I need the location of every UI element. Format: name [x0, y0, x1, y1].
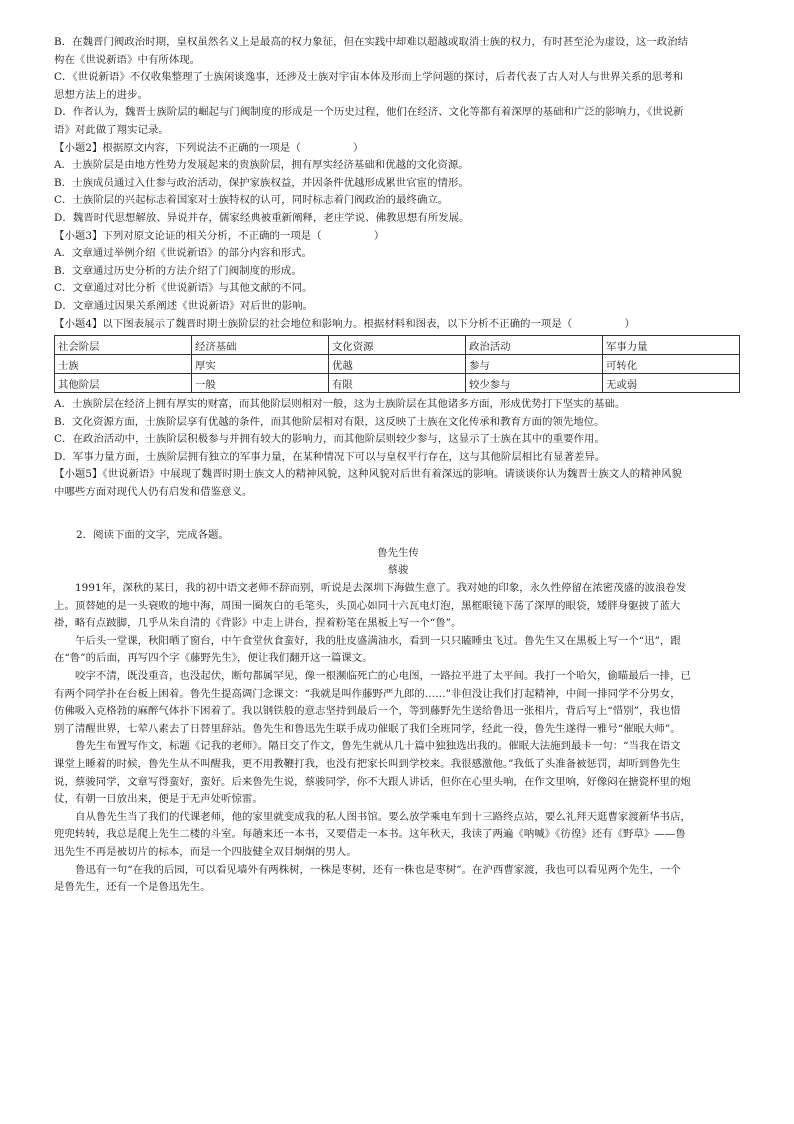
- q2-option-a: A．士族阶层是由地方性势力发展起来的贵族阶层，拥有厚实经济基础和优越的文化资源。: [54, 159, 469, 172]
- paragraph-line: 鲁先生布置写作文，标题《记我的老师》。隔日交了作文，鲁先生就从几十篇中独独选出我的。催眠大法施到最卡一句：“当我在语文: [75, 740, 681, 753]
- article-author: 蔡骏: [387, 564, 409, 577]
- paragraph-line: 兜兜转转，我总是爬上先生二楼的斗室。每趟来还一本书，又要借走一本书。这年秋天，我读了两遍《呐喊》《彷徨》还有《野草》——鲁: [54, 828, 686, 841]
- paragraph-line: 1991年，深秋的某日，我的初中语文老师不辞而别，听说是去深圳下海做生意了。我对她的印象，永久性停留在浓密茂盛的波浪卷发: [75, 582, 687, 595]
- q3-option-c: C．文章通过对比分析《世说新语》与其他文献的不同。: [54, 282, 313, 295]
- table-cell: 有限: [329, 374, 466, 393]
- paragraph-line: 午后头一堂课，秋阳晒了窗台，中午食堂伙食蛮好，我的肚皮盛满油水，看到一只只瞌睡虫飞过。鲁先生又在黑板上写一个“迅”，跟: [75, 634, 681, 647]
- q4-option-b: B．文化资源方面，士族阶层享有优越的条件，而其他阶层相对有限，这反映了士族在文化传承和教育方面的领先地位。: [54, 415, 605, 428]
- paragraph-line: 说，蔡骏同学，文章写得蛮好，蛮好。后来鲁先生说，蔡骏同学，你不大跟人讲话，但你在心里头响，在作文里响，好像闷在搪瓷杯里的炮: [54, 775, 691, 788]
- question-2: [54, 140, 742, 228]
- q2-option-b: B．士族成员通过入仕参与政治活动，保护家族权益，并因条件优越形成累世官宦的情形。: [54, 176, 469, 189]
- question-5-line1: 【小题5】《世说新语》中展现了魏晋时期士族文人的精神风貌，这种风貌对后世有着深远的影响。请谈谈你认为魏晋士族文人的精神风貌: [54, 468, 682, 481]
- social-class-table: [54, 335, 740, 393]
- q2-option-c: C．士族阶层的兴起标志着国家对士族特权的认可，同时标志着门阀政治的最终确立。: [54, 194, 449, 207]
- table-cell: 士族: [55, 355, 192, 374]
- paragraph-line: 迅先生不再是被切片的标本，而是一个四肢健全双目炯炯的男人。: [54, 845, 357, 858]
- paragraph-line: 在“鲁”的后面，再写四个字《藤野先生》，便让我们翻开这一篇课文。: [54, 652, 373, 665]
- document-page: [54, 34, 742, 897]
- reading-section-2: [54, 527, 742, 896]
- article-paragraph: [54, 580, 742, 633]
- table-row: [55, 355, 740, 374]
- table-cell: 参与: [466, 355, 603, 374]
- table-header-cell: 经济基础: [192, 336, 329, 355]
- paragraph-line: 仗，有朝一日放出来，便是于无声处听惊雷。: [54, 793, 263, 806]
- paragraph-line: 上。顶替她的是一头衰败的地中海，周围一圈灰白的毛笔头，头顶心如同十六瓦电灯泡，黑框眼镜下荡了深厚的眼袋，矮胖身躯披了蓝大: [54, 599, 681, 612]
- q1-option-c-line2: 思想方法上的进步。: [54, 88, 148, 101]
- table-header-cell: 文化资源: [329, 336, 466, 355]
- paragraph-line: 是鲁先生，还有一个是鲁迅先生。: [54, 881, 211, 894]
- q4-option-d: D．军事力量方面，士族阶层拥有独立的军事力量，在某种情况下可以与皇权平行存在，这与其他阶层相比有显著差异。: [54, 450, 606, 463]
- q3-option-d: D．文章通过因果关系阐述《世说新语》对后世的影响。: [54, 299, 313, 312]
- section-2-intro: 2．阅读下面的文字，完成各题。: [76, 529, 229, 542]
- q1-option-c-line1: C．《世说新语》不仅收集整理了士族闲谈逸事，还涉及士族对宇宙本体及形而上学问题的探讨，后者代表了古人对人与世界关系的思考和: [54, 71, 684, 84]
- question-3-title: 【小题3】下列对原文论证的相关分析，不正确的一项是（ ）: [54, 229, 385, 242]
- paragraph-line: 有两个同学扑在台板上困着。鲁先生提高调门念课文：“我就是叫作藤野严九郎的……”非但没让我们打起精神，中间一排同学不分男女，: [54, 687, 681, 700]
- article-paragraph: [54, 738, 742, 808]
- question-4: [54, 316, 742, 467]
- article-paragraph: [54, 668, 742, 738]
- paragraph-line: 褂，略有点跛脚，几乎从朱自清的《背影》中走上讲台，捏着粉笔在黑板上写一个“鲁”。: [54, 617, 462, 630]
- question-5-line2: 中哪些方面对现代人仍有启发和借鉴意义。: [54, 486, 253, 499]
- article-title: 鲁先生传: [377, 546, 419, 559]
- q3-option-b: B．文章通过历史分析的方法介绍了门阀制度的形成。: [54, 264, 302, 277]
- question-3: [54, 228, 742, 316]
- q1-options: [54, 34, 742, 140]
- table-row: [55, 374, 740, 393]
- paragraph-line: 自从鲁先生当了我们的代课老师，他的家里就变成我的私人图书馆。要么放学乘电车到十三路终点站，要么礼拜天逛曹家渡新华书店，: [75, 810, 691, 823]
- article-paragraph: [54, 633, 742, 668]
- question-2-title: 【小题2】根据原文内容，下列说法不正确的一项是（ ）: [54, 141, 364, 154]
- paragraph-line: 咬字不清，既没重音，也没起伏，断句都属罕见，像一根濒临死亡的心电图，一路拉平进了太平间。我打一个哈欠，偷瞄最后一排，已: [75, 670, 691, 682]
- q1-option-d-line2: 语》对此做了翔实记录。: [54, 123, 169, 136]
- q4-option-c: C．在政治活动中，士族阶层积极参与并拥有较大的影响力，而其他阶层则较少参与，这显示了士族在其中的重要作用。: [54, 433, 605, 446]
- table-cell: 一般: [192, 374, 329, 393]
- table-cell: 厚实: [192, 355, 329, 374]
- table-cell: 无或弱: [603, 374, 740, 393]
- question-4-title: 【小题4】以下图表展示了魏晋时期士族阶层的社会地位和影响力。根据材料和图表，以下分析不正确的一项是（ ）: [54, 317, 635, 330]
- article-paragraph: [54, 862, 742, 897]
- table-header-cell: 军事力量: [603, 336, 740, 355]
- paragraph-line: 课堂上睡着的时候，鲁先生从不叫醒我，更不用教鞭打我，也没有把家长叫到学校来。我很感激他。”我低了头准备被惩罚，却听到鲁先生: [54, 757, 681, 770]
- q2-option-d: D．魏晋时代思想解放、异说并存，儒家经典被重新阐释，老庄学说、佛教思想有所发展。: [54, 211, 470, 224]
- paragraph-line: 仿佛吸入克格勃的麻醉气体扑下困着了。我以钢铁般的意志坚持到最后一个，等到藤野先生送给鲁迅一张相片，背后写上“惜别”，我也惜: [54, 705, 681, 718]
- q1-option-b-line1: B．在魏晋门阀政治时期，皇权虽然名义上是最高的权力象征，但在实践中却难以超越或取消士族的权力，有时甚至沦为虚设，这一政治结: [54, 36, 689, 48]
- table-header-row: [55, 336, 740, 355]
- table-cell: 其他阶层: [55, 374, 192, 393]
- table-header-cell: 社会阶层: [55, 336, 192, 355]
- table-cell: 优越: [329, 355, 466, 374]
- article-paragraph: [54, 809, 742, 862]
- q1-option-d-line1: D．作者认为，魏晋士族阶层的崛起与门阀制度的形成是一个历史过程，他们在经济、文化等都有着深厚的基础和广泛的影响力，《世说新: [54, 106, 684, 119]
- q1-option-b-line2: 构在《世说新语》中有所体现。: [54, 53, 201, 66]
- paragraph-line: 鲁迅有一句“在我的后园，可以看见墙外有两株树，一株是枣树，还有一株也是枣树”。在沪西曹家渡，我也可以看见两个先生，一个: [75, 863, 681, 876]
- table-header-cell: 政治活动: [466, 336, 603, 355]
- table-cell: 可转化: [603, 355, 740, 374]
- q4-option-a: A．士族阶层在经济上拥有厚实的财富，而其他阶层则相对一般，这为士族阶层在其他诸多方面，形成优势打下坚实的基础。: [54, 398, 626, 411]
- q3-option-a: A．文章通过举例介绍《世说新语》的部分内容和形式。: [54, 247, 313, 260]
- table-cell: 较少参与: [466, 374, 603, 393]
- question-5: [54, 466, 742, 501]
- paragraph-line: 别了清醒世界，七荤八素去了日替里辞站。鲁先生和鲁迅先生联手成功催眠了我们全班同学，经此一役，鲁先生遂得一雅号“催眠大师”。: [54, 722, 681, 735]
